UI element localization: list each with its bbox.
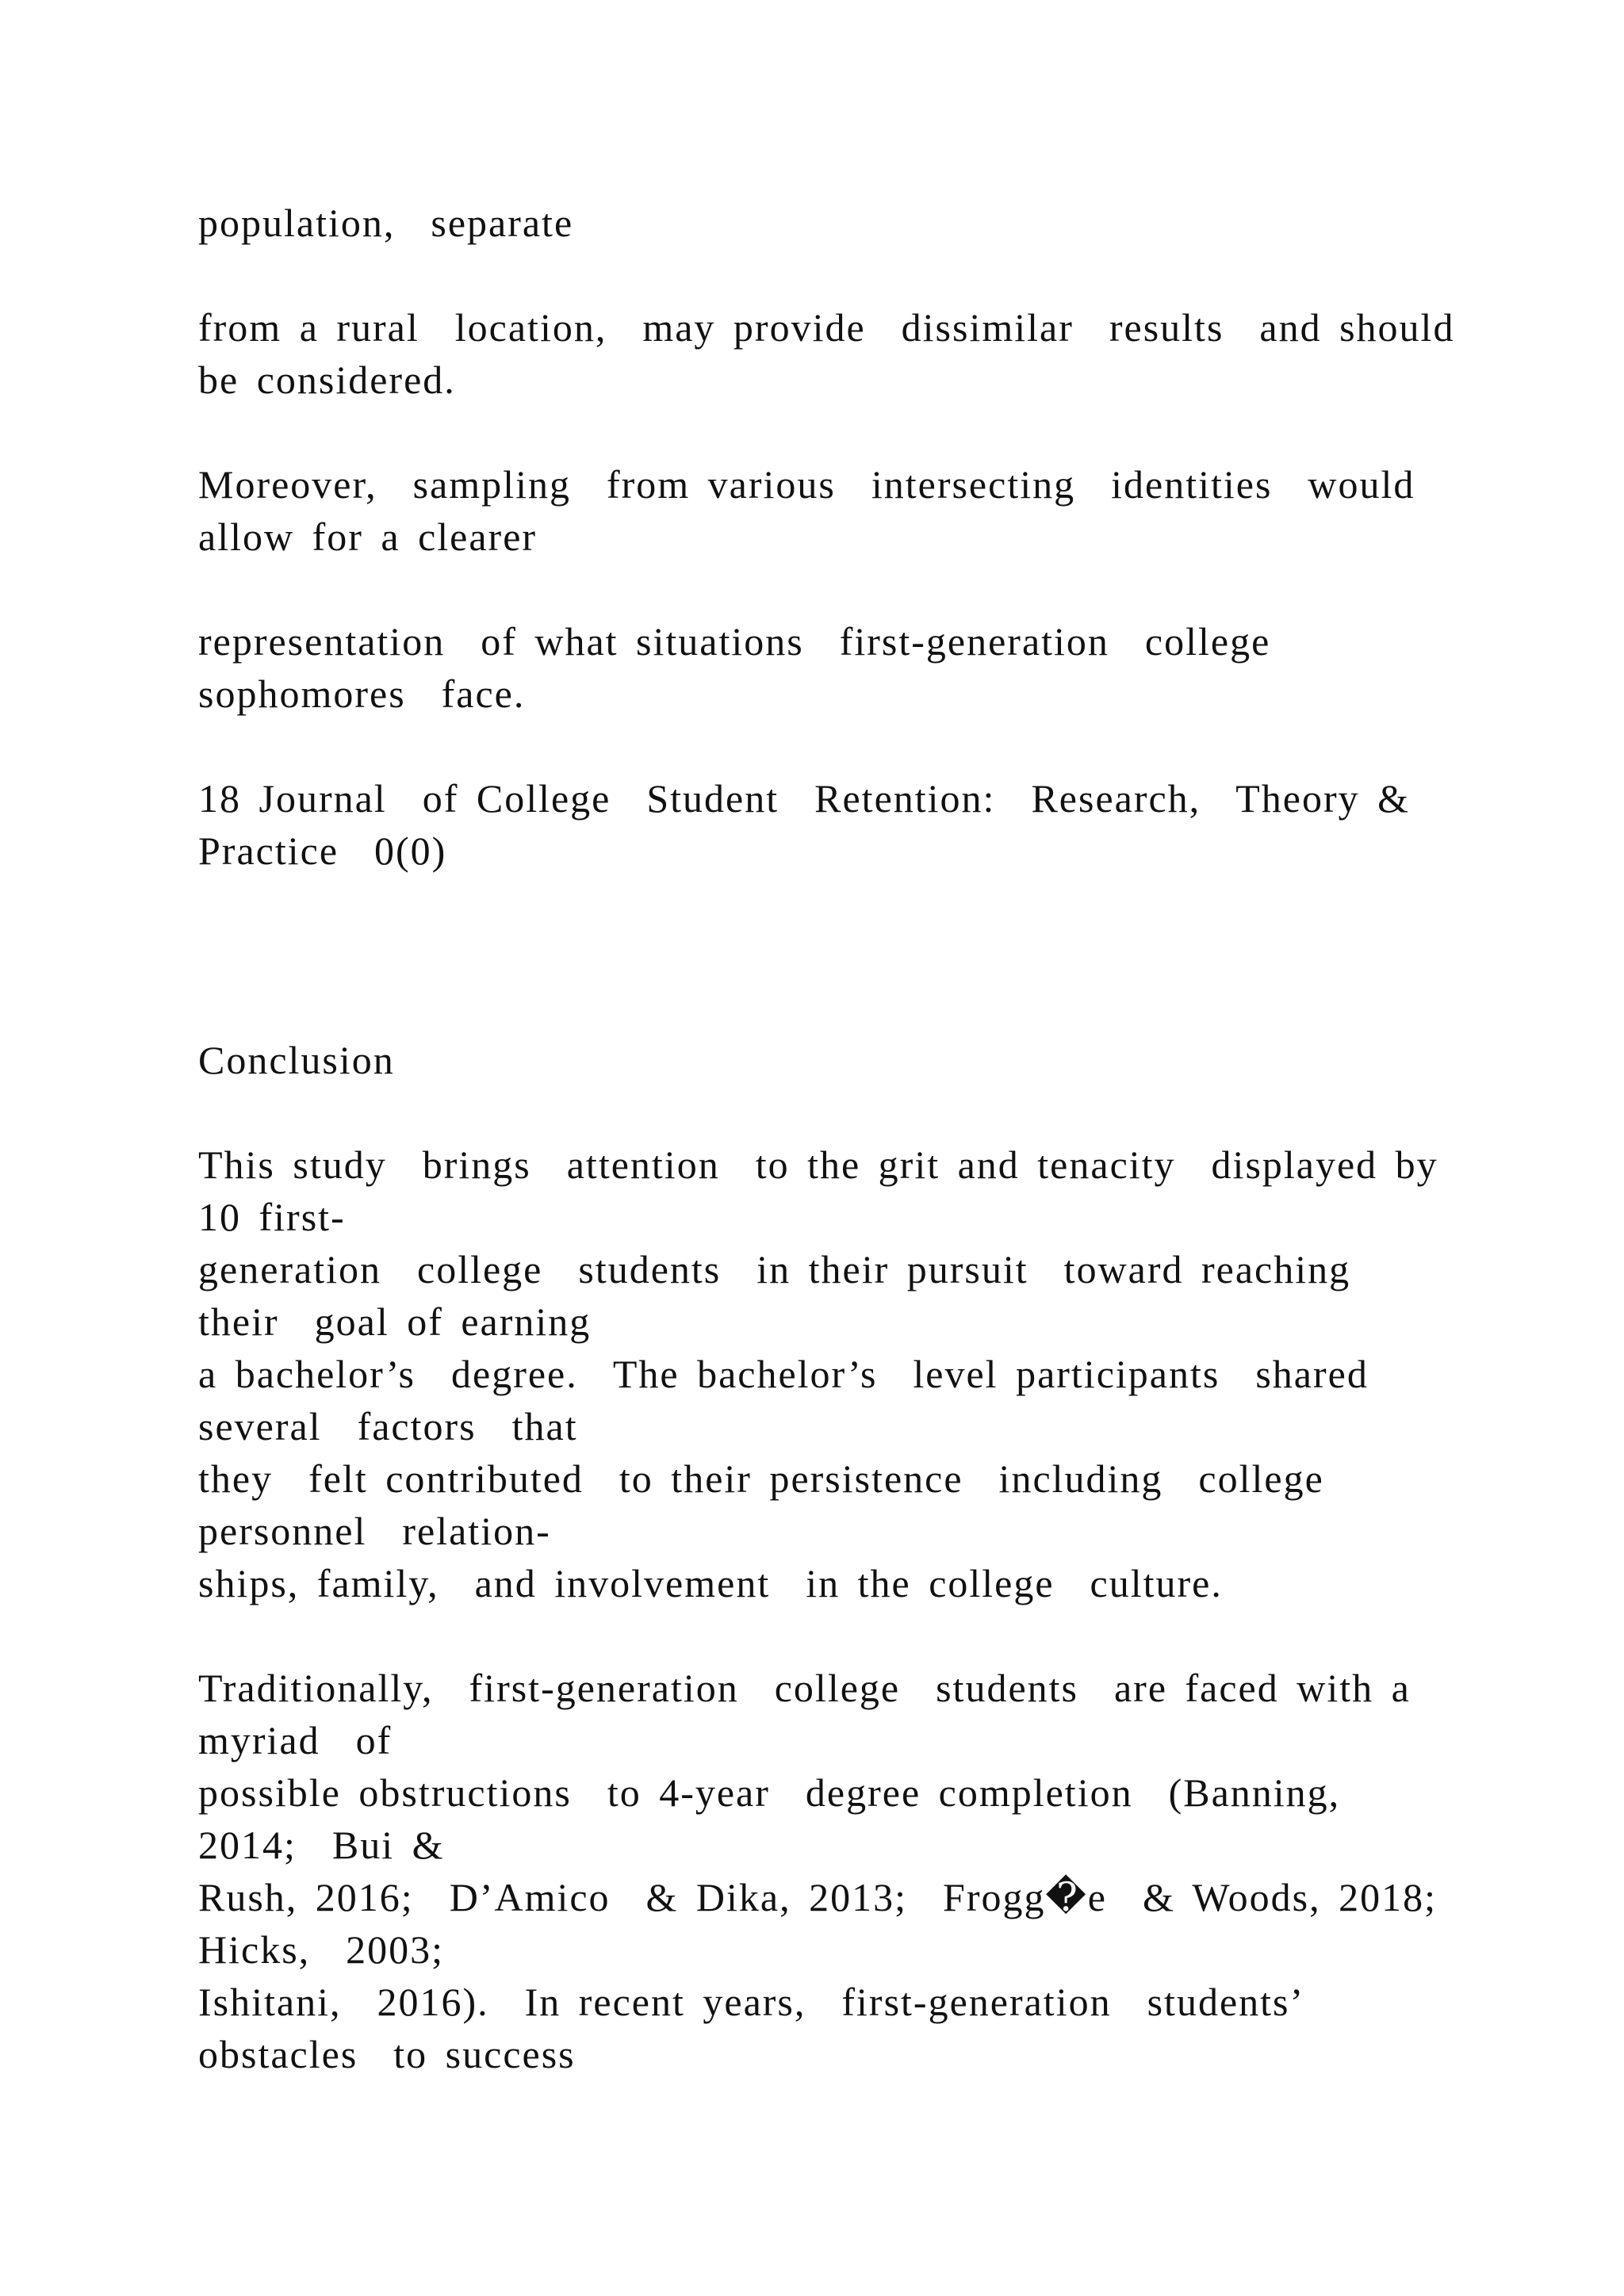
- paragraph-study-grit: [198, 1138, 1451, 1609]
- text-line: allow for a clearer: [198, 515, 538, 559]
- text-line: a bachelor’s degree. The bachelor’s level participants shared: [198, 1352, 1369, 1396]
- text-line: be considered.: [198, 358, 456, 402]
- paragraph-gap: [198, 406, 1451, 458]
- document-page: [198, 197, 1455, 2080]
- text-line: Rush, 2016; D’Amico & Dika, 2013; Frogg�e & Woods, 2018;: [198, 1875, 1437, 1919]
- text-line: sophomores face.: [198, 672, 526, 716]
- section-heading-conclusion: [198, 1034, 1451, 1086]
- text-line: myriad of: [198, 1718, 393, 1762]
- running-footer-journal: [198, 772, 1451, 877]
- text-line: Traditionally, first-generation college students are faced with a: [198, 1666, 1411, 1710]
- paragraph-gap: [198, 563, 1451, 615]
- text-line: several factors that: [198, 1404, 578, 1448]
- paragraph-gap: [198, 720, 1451, 772]
- text-line: from a rural location, may provide dissimilar results and should: [198, 305, 1455, 350]
- paragraph-traditionally: [198, 1662, 1451, 2080]
- text-line: personnel relation-: [198, 1509, 551, 1553]
- text-line: ships, family, and involvement in the college culture.: [198, 1561, 1223, 1605]
- text-line: Ishitani, 2016). In recent years, first-generation students’: [198, 1980, 1305, 2024]
- paragraph-moreover-sampling: [198, 458, 1451, 563]
- paragraph-rural-location: [198, 301, 1455, 406]
- text-line: Practice 0(0): [198, 828, 447, 873]
- paragraph-gap: [198, 1086, 1451, 1138]
- text-line: representation of what situations first-generation college: [198, 619, 1271, 664]
- text-line: 18 Journal of College Student Retention: Research, Theory &: [198, 776, 1411, 821]
- text-line: possible obstructions to 4-year degree completion (Banning,: [198, 1770, 1341, 1815]
- paragraph-population-separate: [198, 197, 1451, 249]
- text-line: Conclusion: [198, 1038, 395, 1082]
- paragraph-representation: [198, 615, 1451, 720]
- text-line: generation college students in their pursuit toward reaching: [198, 1247, 1351, 1292]
- text-line: they felt contributed to their persistence including college: [198, 1456, 1324, 1501]
- text-line: obstacles to success: [198, 2032, 576, 2076]
- text-line: population, separate: [198, 201, 574, 245]
- text-line: 10 first-: [198, 1195, 346, 1239]
- text-line: 2014; Bui &: [198, 1823, 445, 1867]
- text-line: This study brings attention to the grit and tenacity displayed by: [198, 1142, 1438, 1187]
- text-line: Hicks, 2003;: [198, 1927, 445, 1972]
- text-line: their goal of earning: [198, 1299, 592, 1344]
- page-break-gap: [198, 877, 1451, 1034]
- paragraph-gap: [198, 249, 1451, 301]
- text-line: Moreover, sampling from various intersecting identities would: [198, 462, 1415, 507]
- paragraph-gap: [198, 1609, 1451, 1662]
